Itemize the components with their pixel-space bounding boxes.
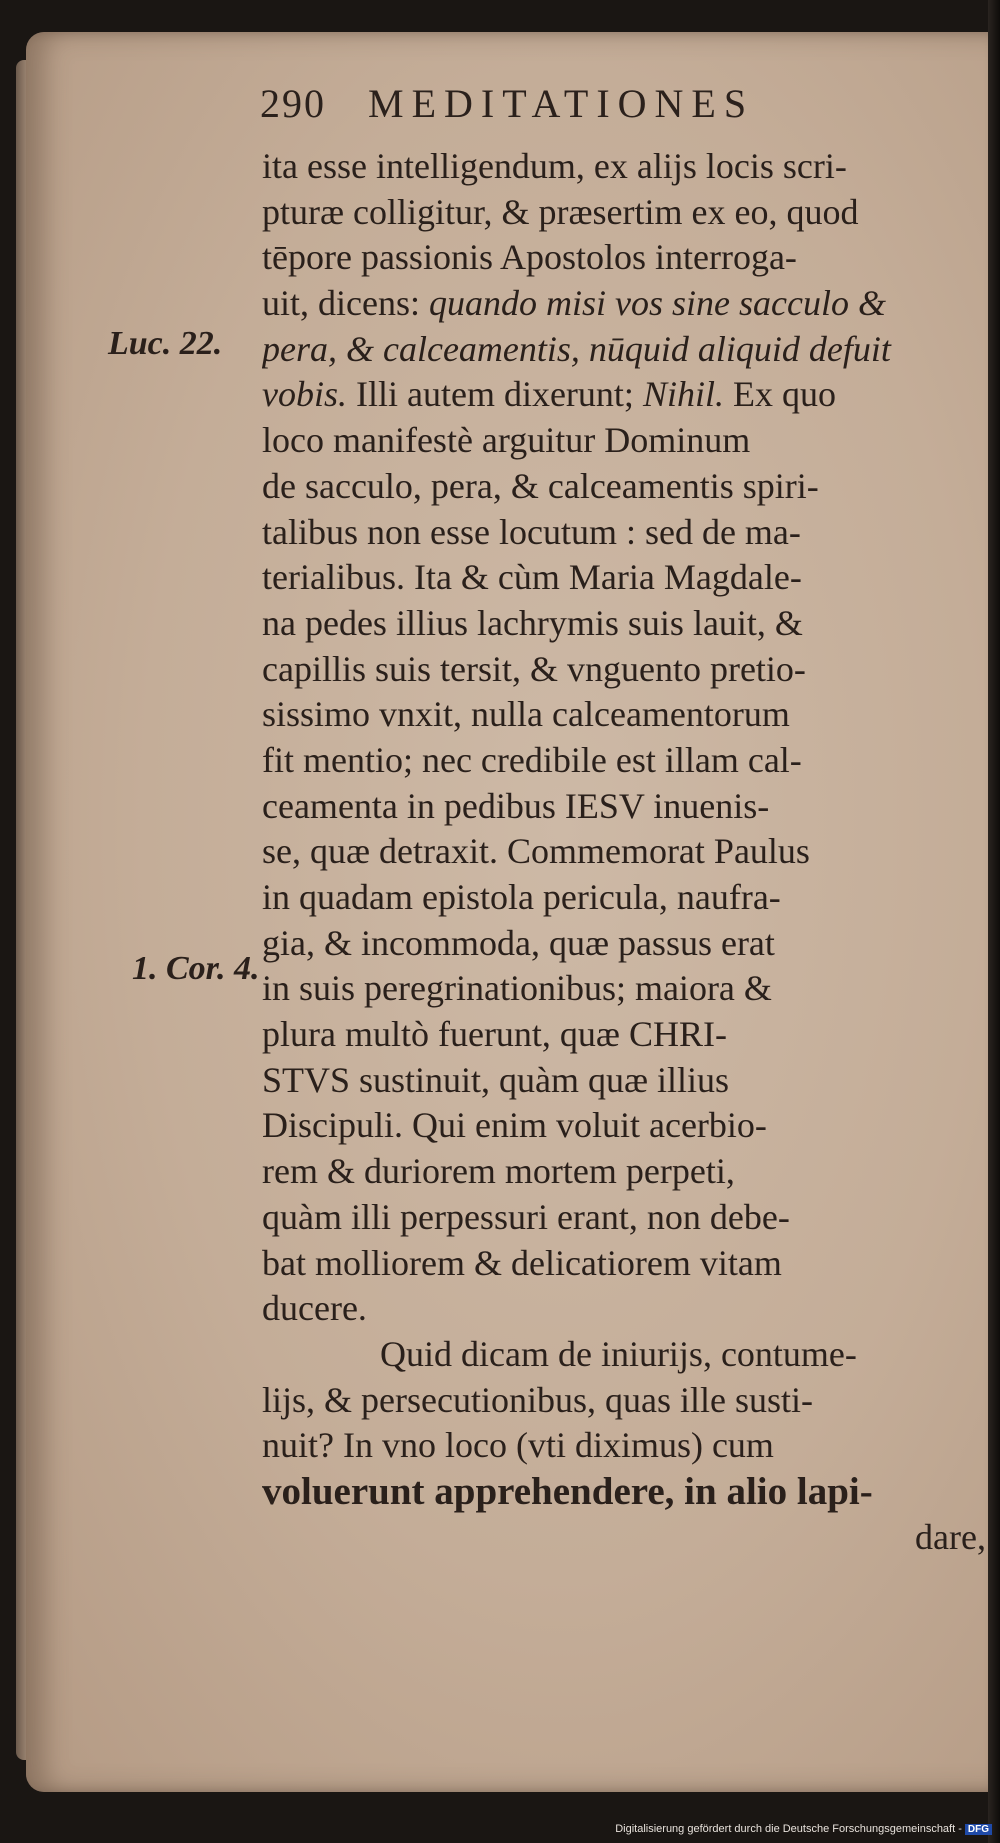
text-line (262, 464, 992, 510)
page-number: 290 (260, 81, 326, 126)
text-segment: ita esse intelligendum, ex alijs locis scri- (262, 146, 847, 186)
running-title: MEDITATIONES (368, 81, 755, 126)
text-line (262, 1515, 992, 1561)
page-header (260, 80, 754, 127)
text-segment: se, quæ detraxit. Commemorat Paulus (262, 831, 810, 872)
text-line (262, 1195, 992, 1241)
text-segment: voluerunt apprehendere, in alio lapi- (262, 1469, 873, 1513)
text-segment: sissimo vnxit, nulla calceamentorum (262, 694, 790, 735)
text-segment: talibus non esse locutum : sed de ma- (262, 511, 801, 552)
text-line (262, 601, 992, 647)
text-line (262, 1332, 992, 1378)
text-line (262, 190, 992, 236)
text-segment: uit, dicens: (262, 283, 429, 324)
text-segment: plura multò fuerunt, quæ CHRI- (262, 1014, 727, 1055)
text-line (262, 875, 992, 921)
text-segment: capillis suis tersit, & vnguento pretio- (262, 648, 806, 689)
text-line (262, 235, 992, 281)
text-segment: tēpore passionis Apostolos interroga- (262, 237, 797, 278)
text-line (262, 418, 992, 464)
text-line (262, 144, 992, 190)
body-text (262, 144, 992, 1560)
text-line (262, 692, 992, 738)
text-segment: in quadam epistola pericula, naufra- (262, 877, 781, 917)
text-segment: Illi autem dixerunt; (347, 374, 643, 415)
footer-credit (615, 1823, 992, 1835)
text-line (262, 1103, 992, 1149)
text-segment: STVS sustinuit, quàm quæ illius (262, 1059, 730, 1100)
text-segment: lijs, & persecutionibus, quas ille susti- (262, 1379, 813, 1420)
margin-note-luke: Luc. 22. (108, 325, 223, 362)
text-line (262, 738, 992, 784)
text-line (262, 555, 992, 601)
text-line (262, 281, 992, 327)
italic-segment: vobis. (262, 374, 347, 415)
margin-note-corinthians: 1. Cor. 4. (132, 950, 260, 987)
text-segment: in suis peregrinationibus; maiora & (262, 968, 772, 1009)
text-line (262, 1469, 992, 1515)
text-line (262, 1286, 992, 1332)
text-segment: na pedes illius lachrymis suis lauit, & (262, 602, 803, 643)
text-segment: gia, & incommoda, quæ passus erat (262, 922, 775, 963)
text-line (262, 921, 992, 967)
italic-segment: Nihil. (642, 374, 724, 415)
text-segment: loco manifestè arguitur Dominum (262, 420, 751, 461)
text-line (262, 1149, 992, 1195)
text-segment: terialibus. Ita & cùm Maria Magdale- (262, 557, 802, 598)
text-line (262, 510, 992, 556)
text-segment: ducere. (262, 1288, 367, 1329)
text-segment: Quid dicam de iniurijs, contume- (380, 1333, 857, 1374)
text-segment: Ex quo (723, 374, 836, 415)
text-line (262, 1058, 992, 1104)
text-line (262, 966, 992, 1012)
text-line (262, 327, 992, 373)
footer-text: Digitalisierung gefördert durch die Deutsche Forschungsgemeinschaft - (615, 1823, 962, 1835)
text-segment: bat molliorem & delicatiorem vitam (262, 1242, 782, 1283)
text-segment: de sacculo, pera, & calceamentis spiri- (262, 465, 819, 506)
text-line (262, 829, 992, 875)
text-segment: dare, (915, 1516, 986, 1557)
text-segment: fit mentio; nec credibile est illam cal- (262, 739, 802, 780)
text-segment: quàm illi perpessuri erant, non debe- (262, 1196, 790, 1237)
text-line (262, 1378, 992, 1424)
text-segment: rem & duriorem mortem perpeti, (262, 1151, 735, 1192)
dfg-logo: DFG (965, 1824, 992, 1835)
text-line (262, 647, 992, 693)
text-segment: nuit? In vno loco (vti diximus) cum (262, 1425, 774, 1466)
text-segment: ceamenta in pedibus IESV inuenis- (262, 785, 770, 826)
text-line (262, 372, 992, 418)
text-line (262, 1241, 992, 1287)
text-segment: Discipuli. Qui enim voluit acerbio- (262, 1105, 767, 1146)
text-line (262, 1012, 992, 1058)
text-line (262, 784, 992, 830)
italic-segment: quando misi vos sine sacculo & (428, 283, 886, 324)
text-line (262, 1423, 992, 1469)
text-segment: pturæ colligitur, & præsertim ex eo, quod (262, 191, 859, 232)
italic-segment: pera, & calceamentis, nūquid aliquid defuit (262, 328, 891, 369)
